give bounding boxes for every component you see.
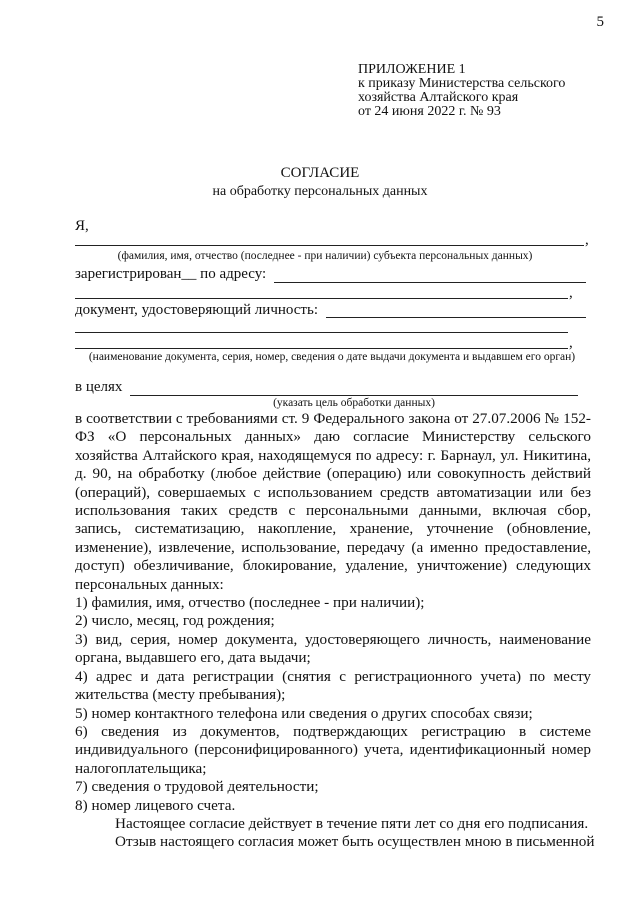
fio-line[interactable] (75, 245, 584, 246)
appendix-block (358, 63, 565, 119)
document-line-2[interactable] (75, 332, 568, 333)
list-item: 7) сведения о трудовой деятельности; (75, 778, 319, 796)
list-item: 6) сведения из документов, подтверждающих регистрацию в системе индивидуального (персонифицированного) учета, идентификационный номер налогоплательщика; (75, 722, 591, 777)
list-item: 2) число, месяц, год рождения; (75, 612, 275, 630)
document-comma: , (569, 335, 573, 351)
document-title: СОГЛАСИЕ (280, 165, 360, 181)
list-item: 3) вид, серия, номер документа, удостоверяющего личность, наименование органа, выдавшего его, дата выдачи; (75, 630, 591, 667)
appendix-order-line: к приказу Министерства сельского (358, 76, 566, 91)
consent-body (75, 410, 595, 852)
document-caption: (наименование документа, серия, номер, сведения о дате выдачи документа и выдавшем его орган) (88, 351, 576, 363)
intro-text: Я, (75, 218, 89, 234)
appendix-date-line: от 24 июня 2022 г. № 93 (358, 104, 501, 119)
page-number: 5 (596, 14, 604, 30)
address-comma: , (569, 285, 573, 301)
appendix-title: ПРИЛОЖЕНИЕ 1 (358, 62, 466, 77)
document-label: документ, удостоверяющий личность: (75, 302, 318, 318)
address-line-1[interactable] (274, 282, 586, 283)
document-line-1[interactable] (326, 317, 586, 318)
purpose-line[interactable] (130, 395, 578, 396)
appendix-ministry-line: хозяйства Алтайского края (358, 90, 519, 105)
list-item: 8) номер лицевого счета. (75, 796, 236, 814)
purpose-label: в целях (75, 379, 123, 395)
registered-label: зарегистрирован__ по адресу: (75, 266, 267, 282)
list-item: 5) номер контактного телефона или сведения о других способах связи; (75, 704, 533, 722)
purpose-caption: (указать цель обработки данных) (273, 397, 435, 409)
address-line-2[interactable] (75, 298, 568, 299)
list-item: 1) фамилия, имя, отчество (последнее - при наличии); (75, 594, 425, 612)
validity-paragraph: Настоящее согласие действует в течение пяти лет со дня его подписания. (115, 814, 589, 832)
withdrawal-paragraph: Отзыв настоящего согласия может быть осуществлен мною в письменной (115, 833, 595, 851)
fio-caption: (фамилия, имя, отчество (последнее - при наличии) субъекта персональных данных) (117, 250, 533, 262)
document-line-3[interactable] (75, 348, 568, 349)
law-paragraph: в соответствии с требованиями ст. 9 Федерального закона от 27.07.2006 № 152-ФЗ «О персональных данных» даю согласие Министерству сельского хозяйства Алтайского края, находящемуся по адресу: г. Барнаул, ул. Никитина, д. 90, на обработку (любое действие (операцию) или совокупность действий (операций), совершаемых с использованием средств автоматизации или без использования таких средств с персональными данными, включая сбор, запись, систематизацию, накопление, хранение, уточнение (обновление, изменение), извлечение, использование, передачу (а именно предоставление, доступ) обезличивание, блокирование, удаление, уничтожение) следующих персональных данных: (75, 410, 591, 593)
document-subtitle: на обработку персональных данных (212, 184, 428, 199)
list-item: 4) адрес и дата регистрации (снятия с регистрационного учета) по месту жительства (месту пребывания); (75, 667, 591, 704)
fio-comma: , (585, 232, 589, 248)
